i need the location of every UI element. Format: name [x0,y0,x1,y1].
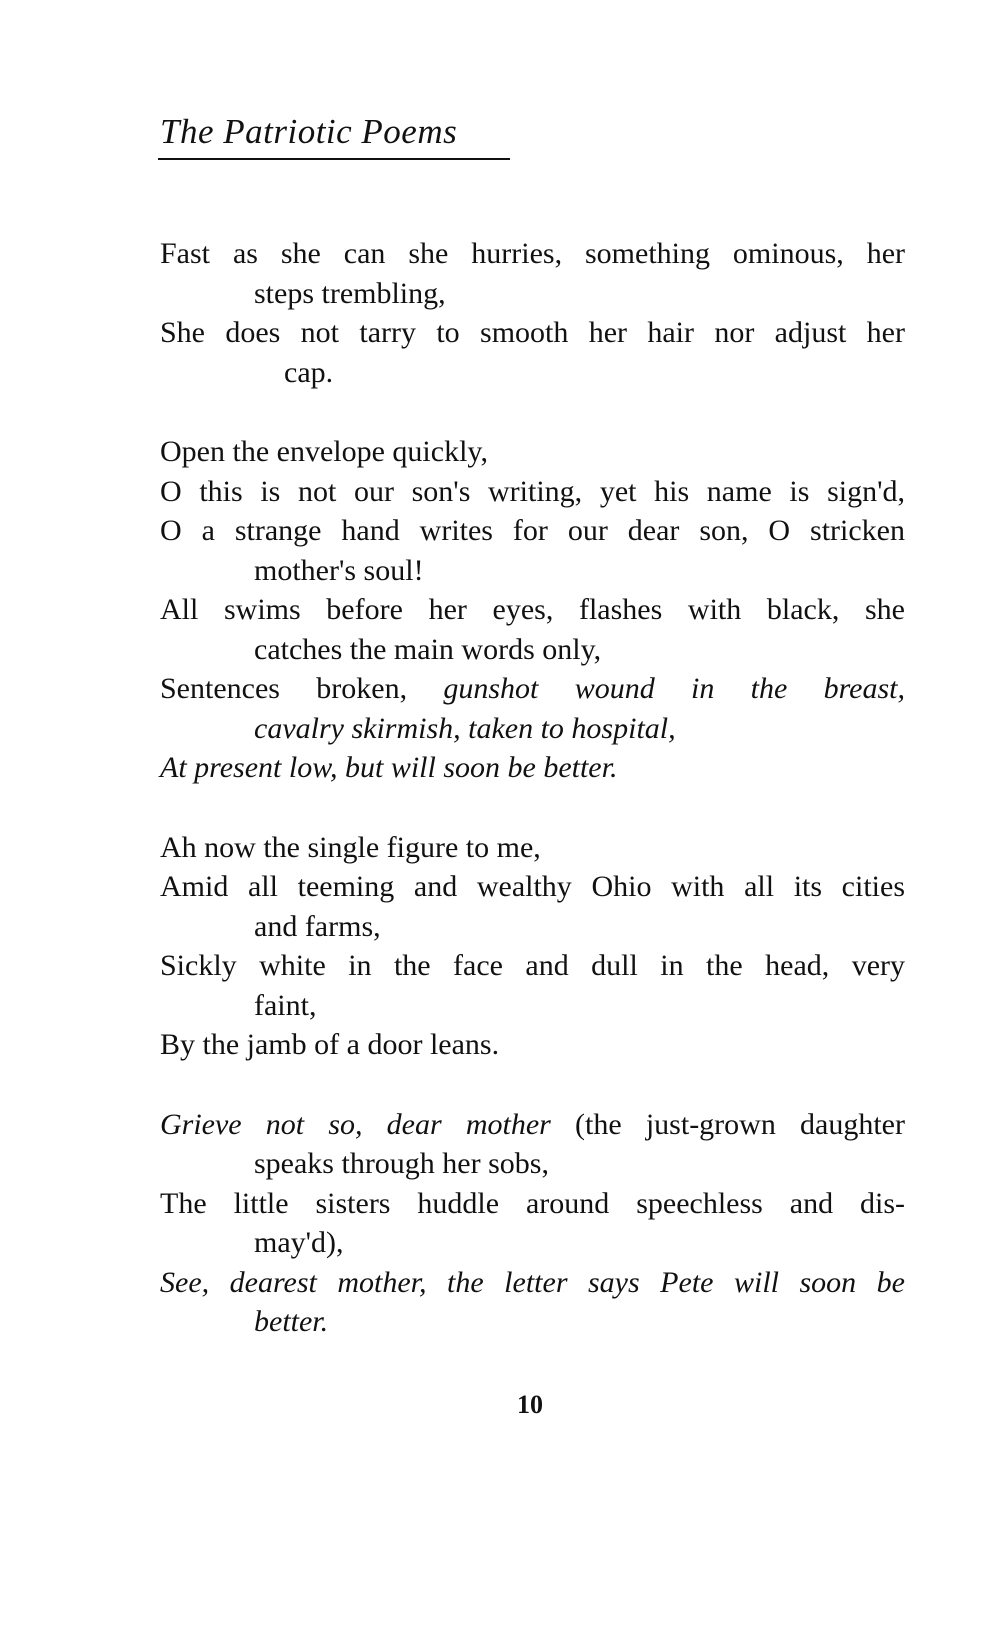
stanza-2 [160,432,905,788]
line-text: By the jamb of a door leans. [160,1028,500,1061]
line-text: faint, [254,988,317,1022]
line-text-italic: See, dearest mother, the letter says Pete will soon be [160,1265,905,1299]
line-text-italic: Grieve not so, dear mother [160,1107,551,1141]
line-text: Ah now the single figure to me, [160,830,541,864]
stanza-3 [160,828,905,1065]
poem-line-continuation [160,907,905,947]
stanza-1 [160,234,905,392]
line-text: and farms, [254,909,381,943]
poem-line [160,828,905,868]
line-text: Sickly white in the face and dull in the head, very [160,949,905,982]
poem-body [160,234,905,1382]
poem-line-continuation [160,709,905,749]
poem-line [160,472,905,512]
poem-line-continuation [160,630,905,670]
line-text-italic: cavalry skirmish, taken to hospital, [254,711,676,745]
line-text: O a strange hand writes for our dear son, O stricken [160,514,905,547]
poem-line [160,1263,905,1303]
line-text: She does not tarry to smooth her hair nor adjust her [160,316,905,349]
stanza-4 [160,1105,905,1342]
poem-line [160,1025,905,1065]
page-number: 10 [517,1390,543,1419]
poem-line [160,1184,905,1224]
line-text: speaks through her sobs, [254,1147,549,1180]
poem-line [160,867,905,907]
line-text: may'd), [254,1226,344,1259]
line-text: steps trembling, [254,276,446,310]
poem-line [160,946,905,986]
poem-line-continuation [160,353,905,393]
running-title: The Patriotic Poems [160,112,458,151]
line-text: Open the envelope quickly, [160,435,488,468]
line-text: O this is not our son's writing, yet his name is sign'd, [160,474,905,508]
poem-line-continuation [160,986,905,1026]
line-text-italic: gunshot wound in the breast, [443,672,905,705]
line-text: Amid all teeming and wealthy Ohio with all its cities [160,870,905,903]
poem-line [160,590,905,630]
line-text: Fast as she can she hurries, something ominous, her [160,237,905,270]
poem-line [160,313,905,353]
line-text-italic: better. [254,1305,329,1338]
poem-line [160,234,905,274]
poem-line [160,432,905,472]
line-text: catches the main words only, [254,632,602,666]
line-text: cap. [284,355,334,389]
line-text-italic: At present low, but will soon be better. [160,751,618,784]
poem-line-continuation [160,1144,905,1184]
line-text: (the just-grown daughter [550,1107,905,1141]
poem-line [160,748,905,788]
line-text: All swims before her eyes, flashes with black, she [160,593,905,626]
poem-line-continuation [160,1223,905,1263]
poem-line [160,1105,905,1145]
poem-line [160,669,905,709]
line-text: The little sisters huddle around speechless and dis- [160,1186,905,1220]
poem-line-continuation [160,551,905,591]
poem-line [160,511,905,551]
line-text: mother's soul! [254,553,424,587]
poem-line-continuation [160,274,905,314]
line-text: Sentences broken, [160,672,444,705]
running-title-underline [158,158,510,160]
poem-line-continuation [160,1302,905,1342]
